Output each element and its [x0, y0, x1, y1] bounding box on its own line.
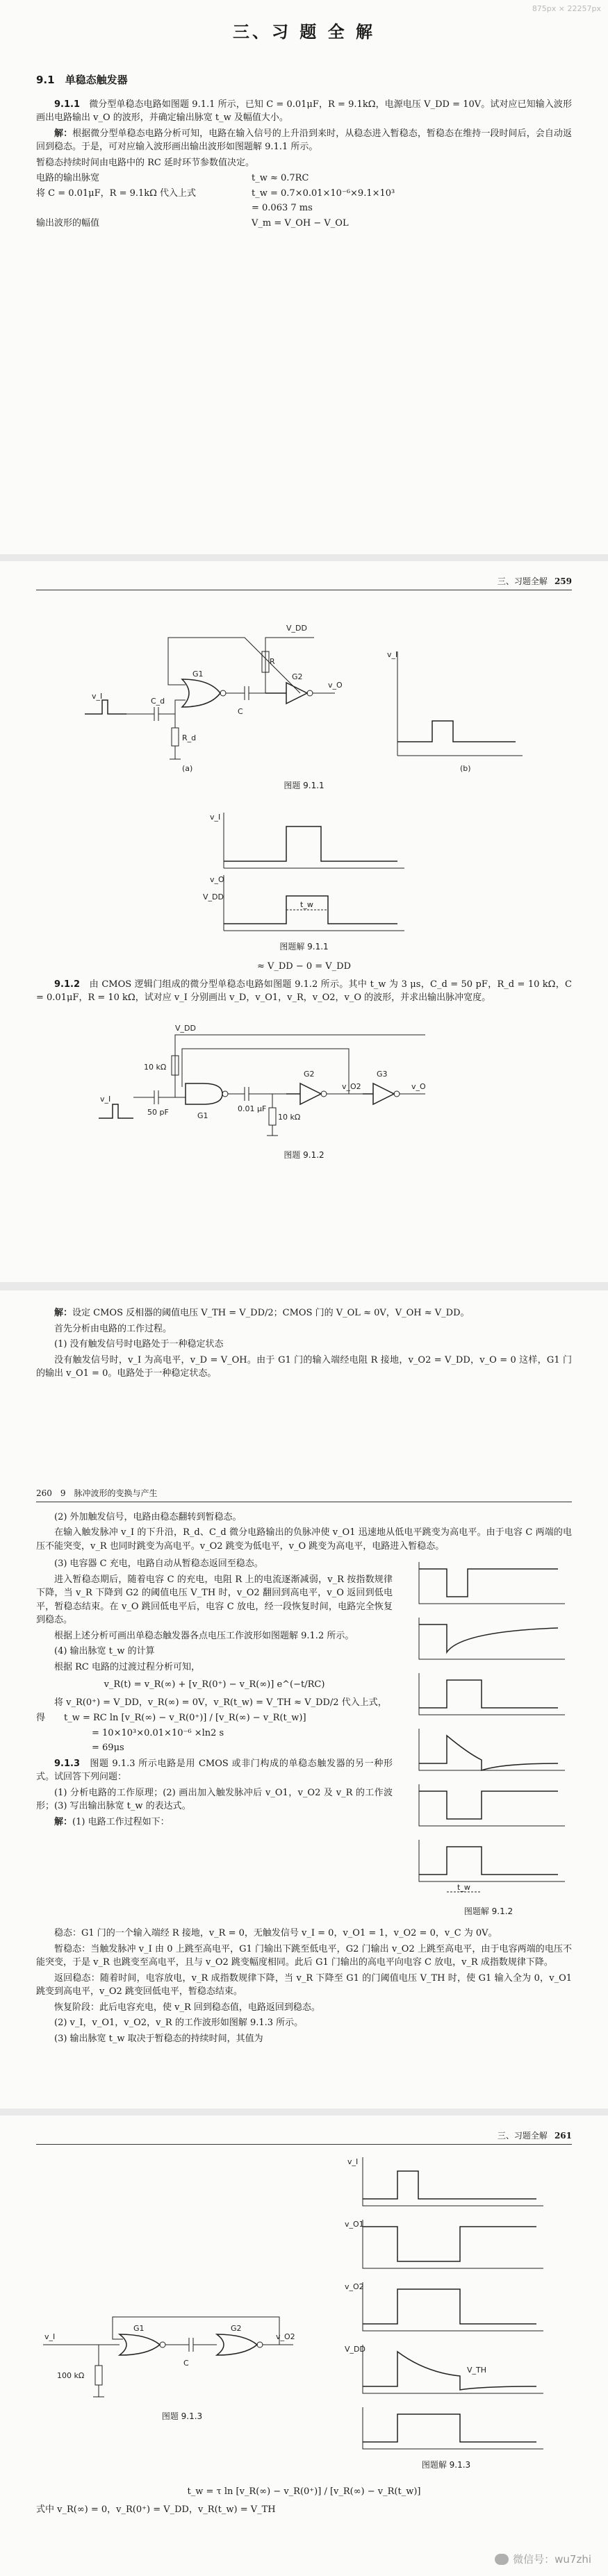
svg-text:10 kΩ: 10 kΩ [144, 1062, 167, 1072]
figure-9-1-3-circuit [36, 2303, 328, 2407]
svg-text:t_w: t_w [300, 900, 313, 909]
formula-row: = 10×10³×0.01×10⁻⁶ ×ln2 s [92, 1727, 224, 1738]
answer-text: (3) 电容器 C 充电，电路自动从暂稳态返回至稳态。 [54, 1559, 263, 1569]
svg-text:V_DD: V_DD [203, 892, 224, 901]
figure-caption: 图题 9.1.1 [284, 781, 324, 790]
svg-text:v_O2: v_O2 [276, 2332, 295, 2341]
formula-row: = 69μs [92, 1743, 124, 1753]
answer-text: 恢复阶段：此后电容充电，使 v_R 回到稳态值，电路返回到稳态。 [54, 2002, 320, 2013]
svg-text:v_I: v_I [387, 650, 398, 659]
figure-caption: 图题解 9.1.1 [279, 942, 329, 952]
section-heading: 9.1 单稳态触发器 [36, 74, 128, 86]
answer-text: (1) 没有触发信号时电路处于一种稳定状态 [54, 1339, 224, 1349]
svg-text:G1: G1 [192, 670, 204, 679]
svg-text:100 kΩ: 100 kΩ [57, 2371, 85, 2380]
answer-intro: 解：根据微分型单稳态电路分析可知，电路在输入信号的上升沿到来时，从稳态进入暂稳态，暂稳态在维持一段时间后，会自动返回到稳态。于是，可对应输入波形画出输出波形如图题解 9.1.1 所示。 [36, 128, 572, 152]
answer-text: (4) 输出脉宽 t_w 的计算 [54, 1646, 155, 1656]
answer-text: 暂稳态：当触发脉冲 v_I 由 0 上跳至高电平，G1 门输出下跳至低电平，G2 门输出 v_O2 上跳至高电平，由于电容两端的电压不能突变，于是 v_R 也跳变至高电平，且与 v_O2 跳变幅度相同。此后 G1 门输出的高电平向电容 C 放电，v_R 成指数规律下降。 [36, 1943, 572, 1968]
formula-row: 将 C = 0.01μF，R = 9.1kΩ 代入上式 t_w = 0.7×0.01×10⁻⁶×9.1×10³ [36, 188, 395, 199]
svg-text:R: R [270, 657, 275, 666]
svg-text:v_I: v_I [210, 813, 221, 822]
svg-text:v_I: v_I [347, 2157, 359, 2166]
running-header: 三、习题全解 261 [36, 2129, 572, 2145]
svg-text:G3: G3 [377, 1069, 388, 1079]
formula: t_w = τ ln [v_R(∞) − v_R(0⁺)] / [v_R(∞) − v_R(t_w)] [187, 2486, 421, 2497]
text-figure-row [36, 1555, 572, 1925]
svg-text:v_I: v_I [44, 2332, 56, 2341]
figure-caption: 图题 9.1.3 [161, 2411, 203, 2421]
svg-text:V_TH: V_TH [467, 2366, 487, 2375]
formula-note: 式中 v_R(∞) = 0，v_R(0⁺) = V_DD，v_R(t_w) = V_TH [36, 2504, 276, 2515]
svg-text:v_O1: v_O1 [345, 2220, 364, 2229]
svg-text:v_O: v_O [328, 681, 343, 690]
answer-text: (2) v_I，v_O1，v_O2，v_R 的工作波形如图解 9.1.3 所示。 [54, 2018, 304, 2028]
svg-text:10 kΩ: 10 kΩ [278, 1112, 301, 1122]
answer-intro: 解：(1) 电路工作过程如下： [54, 1816, 170, 1827]
svg-text:(a): (a) [182, 764, 193, 773]
figure-caption: 图题解 9.1.2 [463, 1906, 513, 1916]
svg-text:C_d: C_d [151, 697, 165, 706]
solution-waveforms-9-1-2 [405, 1555, 572, 1902]
page-261 [0, 2116, 608, 2576]
chapter-title: 三、习 题 全 解 [232, 22, 376, 42]
answer-text: 没有触发信号时，v_I 为高电平，v_D = V_OH。由于 G1 门的输入端经电阻 R 接地，v_O2 = V_DD，v_O = 0 这样，G1 门的输出 v_O1 = 0。电路处于一种稳定状态。 [36, 1354, 572, 1379]
svg-text:v_O: v_O [411, 1081, 426, 1091]
svg-text:G1: G1 [197, 1111, 208, 1120]
svg-text:v_I: v_I [92, 692, 103, 701]
answer-text: 暂稳态持续时间由电路中的 RC 延时环节参数值决定。 [36, 157, 254, 168]
watermark: 微信号：wu7zhi [495, 2552, 591, 2566]
svg-text:(b): (b) [460, 764, 471, 773]
svg-text:v_O: v_O [210, 875, 224, 884]
formula-row: 得 t_w = RC ln [v_R(∞) − v_R(0⁺)] / [v_R(∞) − v_R(t_w)] [36, 1713, 306, 1723]
formula: v_R(t) = v_R(∞) + [v_R(0⁺) − v_R(∞)] e^(−t/RC) [104, 1679, 325, 1690]
figure-9-1-2-circuit [36, 1007, 572, 1146]
wechat-icon [495, 2554, 509, 2565]
figure-caption: 图题 9.1.2 [284, 1149, 324, 1160]
answer-text: 在输入触发脉冲 v_I 的下升沿，R_d、C_d 微分电路输出的负脉冲使 v_O1 迅速地从低电平跳变为高电平。由于电容 C 两端的电压不能突变，v_R 也同时跳变为高电平。v_O2 跳变为低电平，v_O 跳变为高电平，电路进入暂稳态。 [36, 1527, 572, 1552]
answer-text: 将 v_R(0⁺) = V_DD，v_R(∞) = 0V，v_R(t_w) = V_TH ≈ V_DD/2 代入上式， [54, 1697, 387, 1708]
svg-text:50 pF: 50 pF [147, 1107, 169, 1117]
answer-text: 根据 RC 电路的过渡过程分析可知， [54, 1661, 200, 1672]
question-9-1-1: 9.1.1 微分型单稳态电路如图题 9.1.1 所示，已知 C = 0.01μF，R = 9.1kΩ，电源电压 V_DD = 10V。试对应已知输入波形画出电路输出 v_O 的波形，并确定输出脉宽 t_w 及幅值大小。 [36, 99, 572, 123]
answer-text: 根据上述分析可画出单稳态触发器各点电压工作波形如图题解 9.1.2 所示。 [54, 1630, 354, 1641]
svg-text:R_d: R_d [182, 733, 197, 742]
svg-text:G2: G2 [231, 2324, 242, 2333]
question-text: (1) 分析电路的工作原理；(2) 画出加入触发脉冲后 v_O1，v_O2 及 v_R 的工作波形；(3) 写出输出脉宽 t_w 的表达式。 [36, 1787, 393, 1811]
svg-text:G1: G1 [133, 2324, 145, 2333]
svg-text:V_DD: V_DD [175, 1023, 196, 1033]
answer-text: 首先分析由电路的工作过程。 [54, 1323, 172, 1334]
answer-text: (2) 外加触发信号，电路由稳态翻转到暂稳态。 [54, 1511, 242, 1522]
svg-text:v_O2: v_O2 [342, 1081, 361, 1091]
svg-text:C: C [183, 2359, 189, 2368]
formula-row: 输出波形的幅值 V_m = V_OH − V_OL [36, 217, 349, 228]
formula-row: = 0.063 7 ms [252, 203, 313, 213]
question-9-1-3: 9.1.3 图题 9.1.3 所示电路是用 CMOS 或非门构成的单稳态触发器的另一种形式。试回答下列问题： [36, 1758, 393, 1782]
svg-text:v_O2: v_O2 [345, 2282, 364, 2291]
answer-text: 返回稳态：随着时间，电容放电，v_R 成指数规律下降，当 v_R 下降至 G1 的门阈值电压 V_TH 时，使 G1 输入全为 0，v_O1 跳变到高电平，v_O2 跳变回低电平，暂稳态结束。 [36, 1972, 572, 1997]
running-header: 260 9 脉冲波形的变换与产生 [36, 1487, 572, 1502]
svg-text:C: C [238, 707, 243, 716]
running-header: 三、习题全解 259 [36, 575, 572, 590]
page-259 [0, 561, 608, 1282]
answer-text: 稳态：G1 门的一个输入端经 R 接地，v_R = 0，无触发信号 v_I = 0，v_O1 = 1，v_O2 = 0，v_C 为 0V。 [54, 1928, 498, 1938]
formula: ≈ V_DD − 0 = V_DD [256, 961, 352, 972]
figure-caption: 图题解 9.1.3 [421, 2460, 471, 2470]
svg-text:G2: G2 [292, 672, 303, 681]
svg-text:G2: G2 [304, 1069, 315, 1079]
answer-text: 进入暂稳态期后，随着电容 C 的充电，电阻 R 上的电流逐渐减弱，v_R 按指数规律下降，当 v_R 下降到 G2 的阈值电压 V_TH 时，v_O2 翻回到高电平，v_O 返回到低电平，暂稳态结束。在 v_O 跳回低电平后，电容 C 放电，经一段恢复时间，电路完全恢复到稳态。 [36, 1574, 393, 1625]
svg-text:v_I: v_I [100, 1094, 111, 1104]
figure-row [36, 2150, 572, 2478]
page-260 [0, 1290, 608, 2109]
answer-intro: 解：设定 CMOS 反相器的阈值电压 V_TH = V_DD/2；CMOS 门的 V_OL ≈ 0V，V_OH ≈ V_DD。 [54, 1308, 470, 1318]
formula-row: 电路的输出脉宽 t_w ≈ 0.7RC [36, 173, 309, 183]
svg-text:t_w: t_w [457, 1883, 470, 1892]
solution-waveform-9-1-1 [36, 799, 572, 938]
svg-text:V_DD: V_DD [286, 624, 307, 633]
svg-text:V_DD: V_DD [345, 2345, 365, 2354]
page-258 [0, 0, 608, 554]
answer-text: (3) 输出脉宽 t_w 取决于暂稳态的持续时间，其值为 [54, 2033, 263, 2044]
solution-waveforms-9-1-3 [342, 2150, 550, 2456]
dimension-label: 875px × 22257px [532, 4, 601, 13]
question-9-1-2: 9.1.2 由 CMOS 逻辑门组成的微分型单稳态电路如图题 9.1.2 所示。其中 t_w 为 3 μs，C_d = 50 pF，R_d = 10 kΩ，C = 0.01μF，R = 10 kΩ，试对应 v_I 分别画出 v_D，v_O1，v_R，v_O2，v_O 的波形，并求出输出脉冲宽度。 [36, 979, 572, 1003]
figure-9-1-1-circuit [36, 610, 572, 776]
svg-text:0.01 μF: 0.01 μF [238, 1104, 267, 1113]
